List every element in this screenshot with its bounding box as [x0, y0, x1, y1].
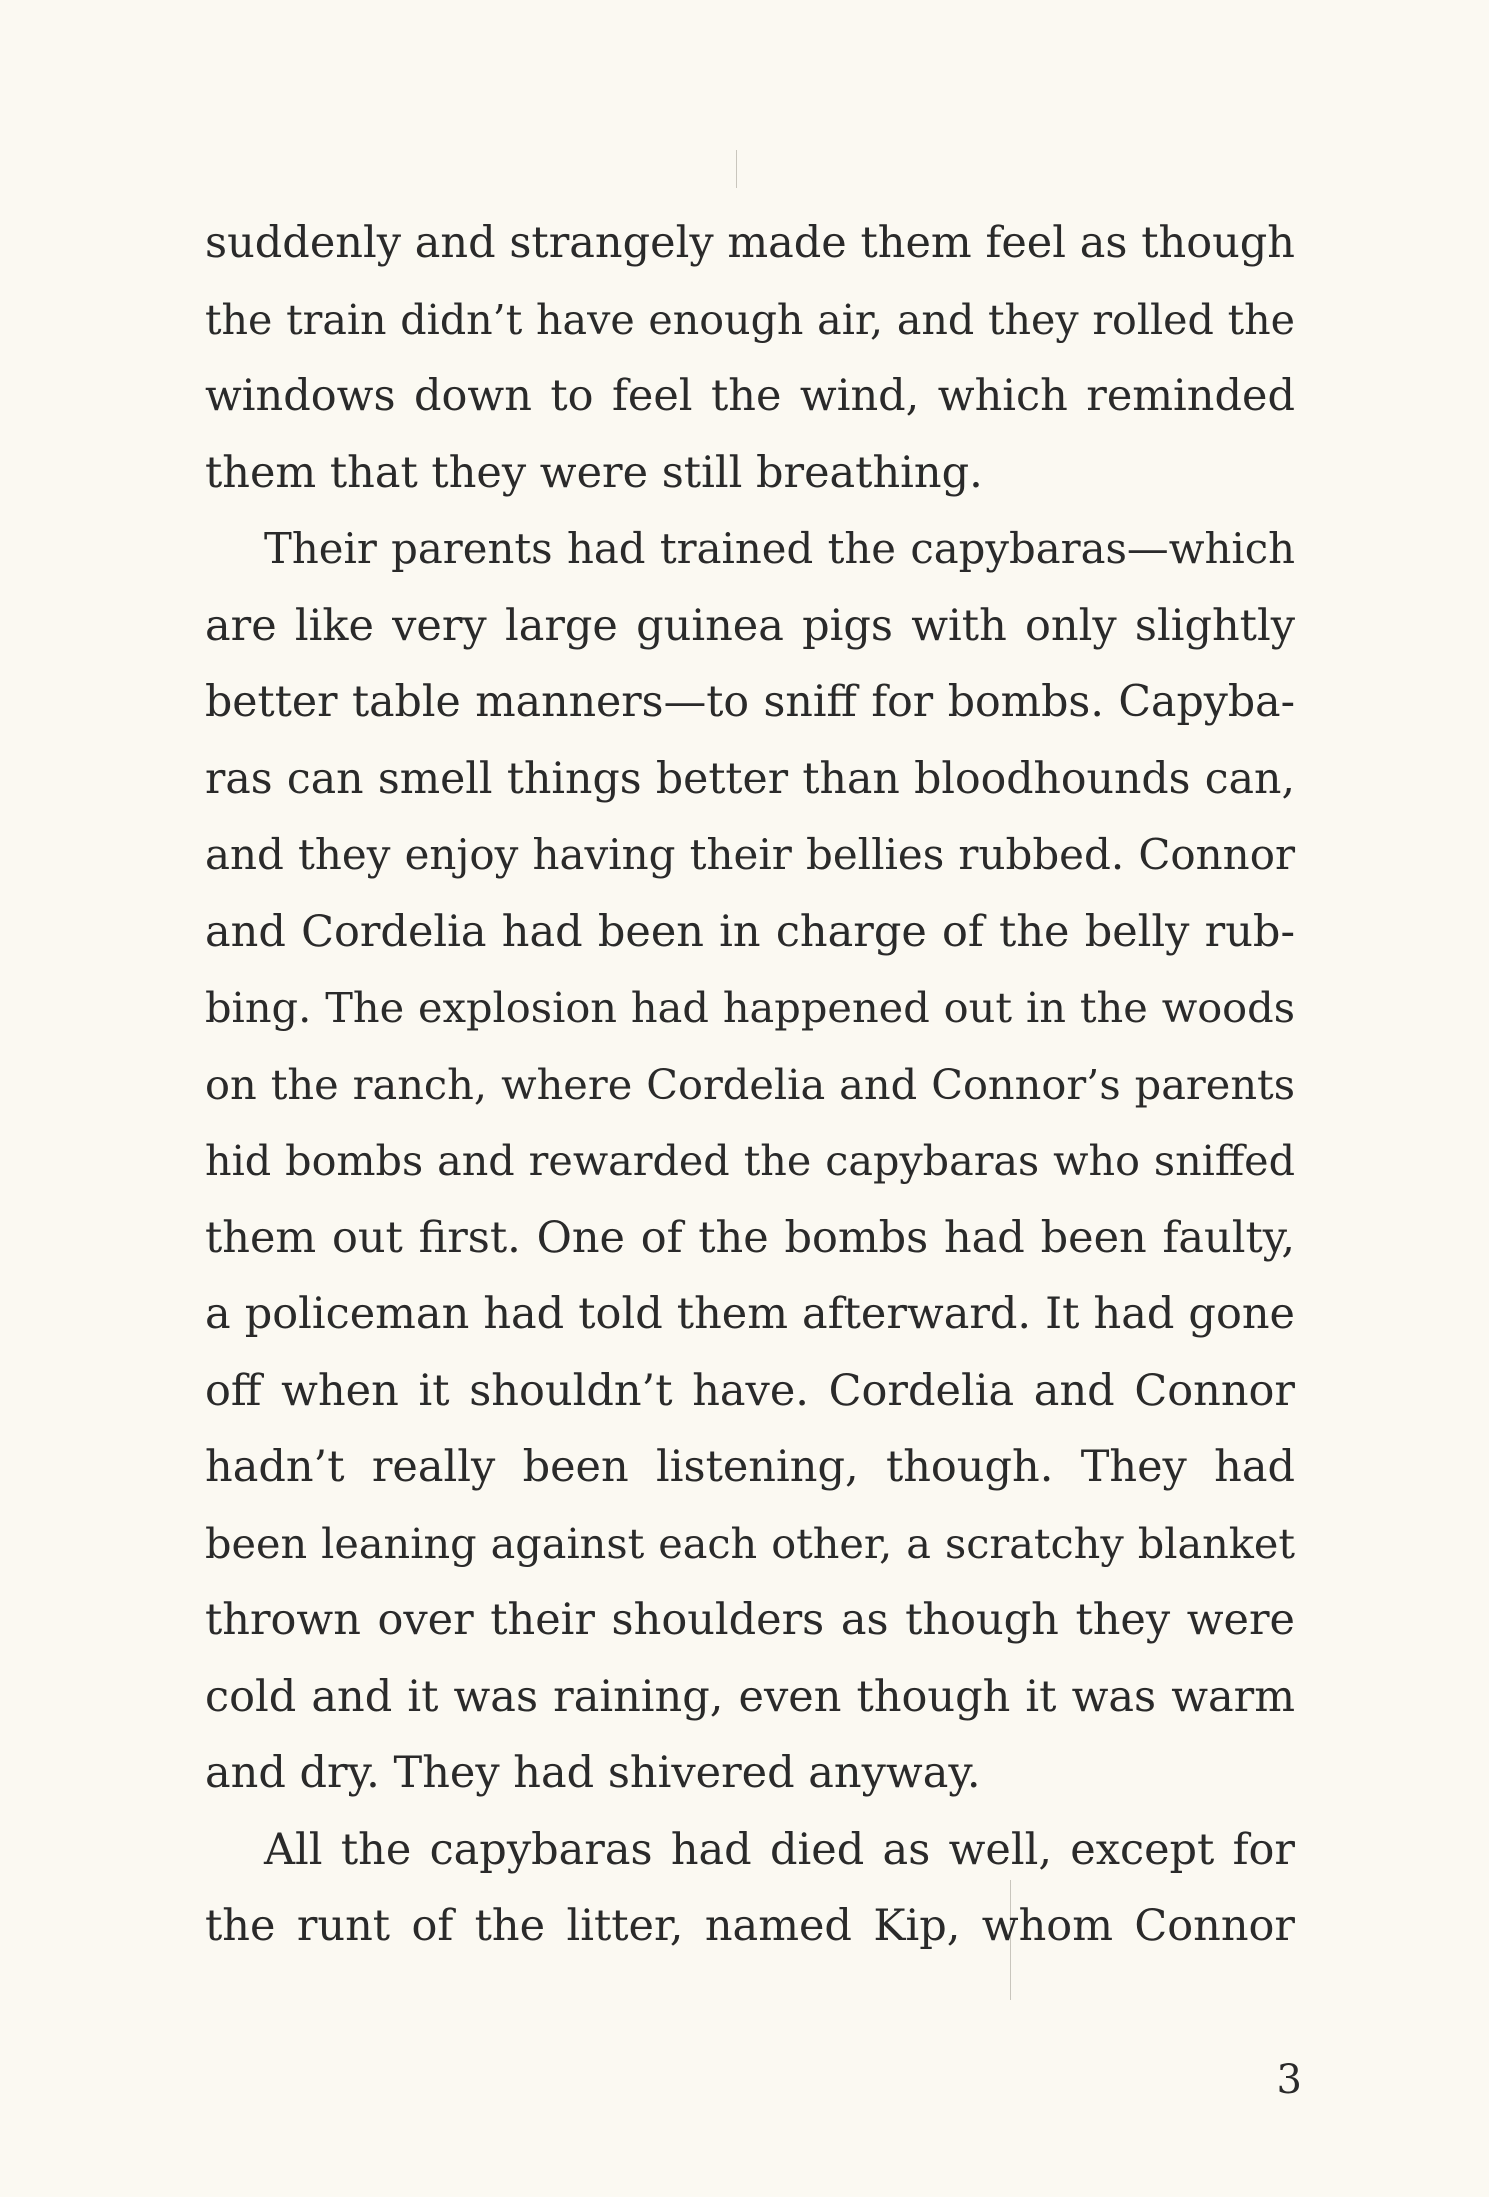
text-line: thrown over their shoulders as though they were: [205, 1595, 1295, 1645]
scan-crease-top: [736, 150, 737, 188]
text-line: been leaning against each other, a scratchy blanket: [205, 1519, 1295, 1568]
text-line: off when it shouldn’t have. Cordelia and Connor: [205, 1365, 1295, 1416]
text-line: Their parents had trained the capybaras—which: [264, 524, 1295, 573]
text-line: on the ranch, where Cordelia and Connor’s parents: [205, 1059, 1295, 1109]
text-line: hadn’t really been listening, though. They had: [205, 1442, 1295, 1492]
text-line: cold and it was raining, even though it was warm: [205, 1671, 1295, 1722]
body-text: [205, 205, 1295, 1965]
text-line: them out first. One of the bombs had been faulty,: [205, 1212, 1295, 1263]
text-line: and dry. They had shivered anyway.: [205, 1748, 981, 1798]
text-line: All the capybaras had died as well, except for: [264, 1824, 1295, 1875]
text-line: the runt of the litter, named Kip, whom Connor: [205, 1901, 1295, 1951]
text-line: suddenly and strangely made them feel as though: [205, 218, 1295, 268]
text-line: the train didn’t have enough air, and they rolled the: [205, 295, 1295, 344]
text-line: and they enjoy having their bellies rubbed. Connor: [205, 830, 1295, 879]
page-number: 3: [1276, 2057, 1302, 2103]
text-line: bing. The explosion had happened out in the woods: [205, 983, 1295, 1032]
text-line: better table manners—to sniff for bombs. Capyba-: [205, 677, 1295, 727]
text-line: and Cordelia had been in charge of the belly rub-: [205, 906, 1295, 957]
text-line: windows down to feel the wind, which reminded: [205, 371, 1295, 421]
text-line: are like very large guinea pigs with only slightly: [205, 600, 1295, 651]
text-line: a policeman had told them afterward. It had gone: [205, 1289, 1295, 1339]
text-line: them that they were still breathing.: [205, 447, 983, 498]
text-line: ras can smell things better than bloodhounds can,: [205, 753, 1295, 804]
text-line: hid bombs and rewarded the capybaras who sniffed: [205, 1137, 1295, 1185]
